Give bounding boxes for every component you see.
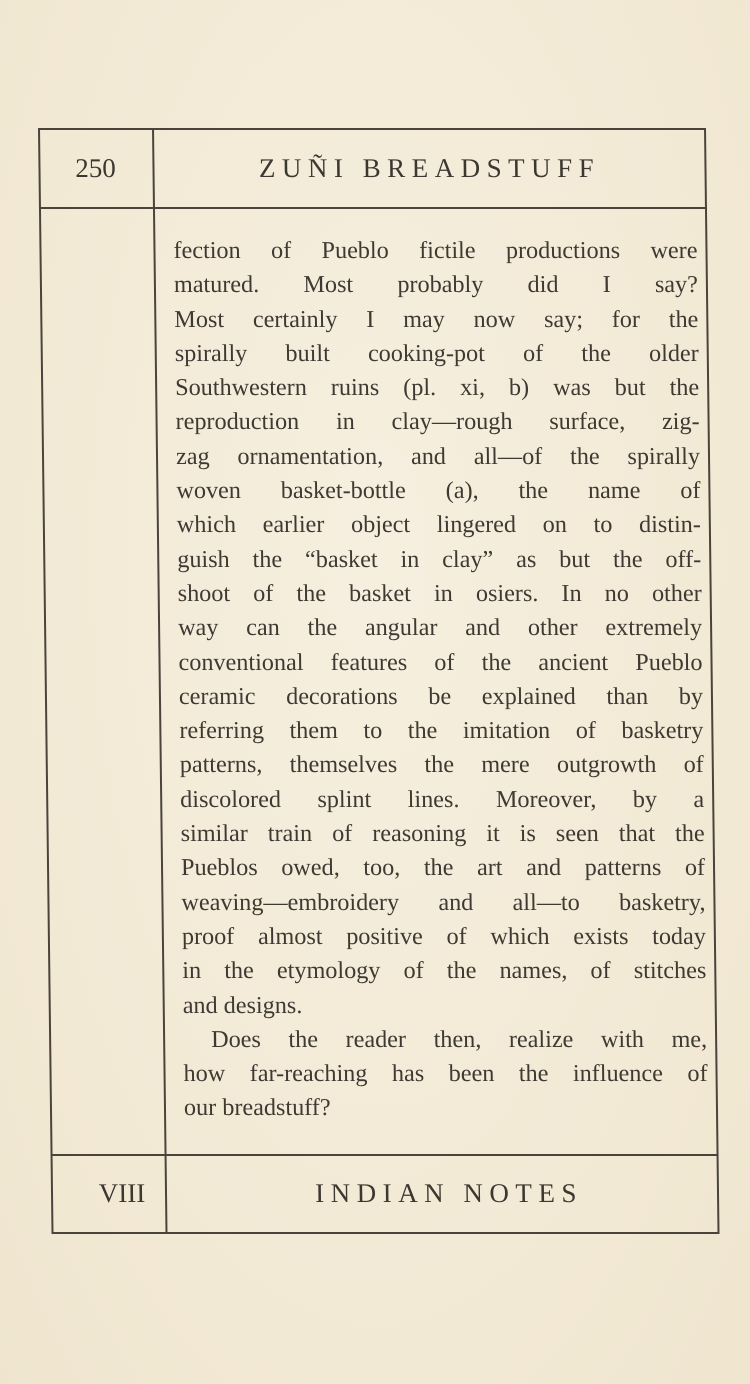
column-divider-rule <box>152 128 168 1234</box>
text-line: in the etymology of the names, of stitches <box>182 957 707 985</box>
frame-bottom-rule <box>51 1232 719 1234</box>
text-line: discolored splint lines. Moreover, by a <box>180 785 705 813</box>
text-line: ceramic decorations be explained than by <box>178 682 704 710</box>
text-line: Does the reader then, realize with me, <box>210 1025 708 1053</box>
text-line: our breadstuff? <box>183 1094 331 1122</box>
text-line: similar train of reasoning it is seen that the <box>180 820 705 848</box>
series-title: INDIAN NOTES <box>314 1178 584 1208</box>
text-line: how far-reaching has been the influence of <box>183 1060 708 1088</box>
text-line: guish the “basket in clay” as but the off- <box>177 545 702 573</box>
text-line: conventional features of the ancient Pueblo <box>178 648 703 676</box>
text-line: patterns, themselves the mere outgrowth of <box>179 751 704 779</box>
text-line: which earlier object lingered on to distin- <box>176 511 702 539</box>
text-line: way can the angular and other extremely <box>177 614 703 642</box>
text-line: weaving—embroidery and all—to basketry, <box>181 888 706 916</box>
text-line: Pueblos owed, too, the art and patterns of <box>180 854 706 882</box>
text-line: matured. Most probably did I say? <box>173 271 699 299</box>
text-line: referring them to the imitation of basketry <box>179 717 704 745</box>
body-text <box>173 234 708 1126</box>
frame-left-rule <box>38 128 54 1234</box>
text-line: Southwestern ruins (pl. xi, b) was but the <box>175 374 700 402</box>
page-frame <box>38 128 719 1232</box>
page-number: 250 <box>75 152 116 183</box>
text-line: spirally built cooking-pot of the older <box>174 339 699 367</box>
text-line: shoot of the basket in osiers. In no other <box>177 579 702 607</box>
text-line: fection of Pueblo fictile productions were <box>173 237 698 264</box>
running-title: ZUÑI BREADSTUFF <box>258 152 601 183</box>
text-line: Most certainly I may now say; for the <box>174 305 699 333</box>
text-line: woven basket-bottle (a), the name of <box>176 477 701 505</box>
text-line: zag ornamentation, and all—of the spirally <box>175 442 701 470</box>
text-line: and designs. <box>182 991 303 1019</box>
text-line: reproduction in clay—rough surface, zig- <box>175 408 700 436</box>
volume-number: VIII <box>98 1178 146 1208</box>
text-line: proof almost positive of which exists today <box>181 922 707 950</box>
